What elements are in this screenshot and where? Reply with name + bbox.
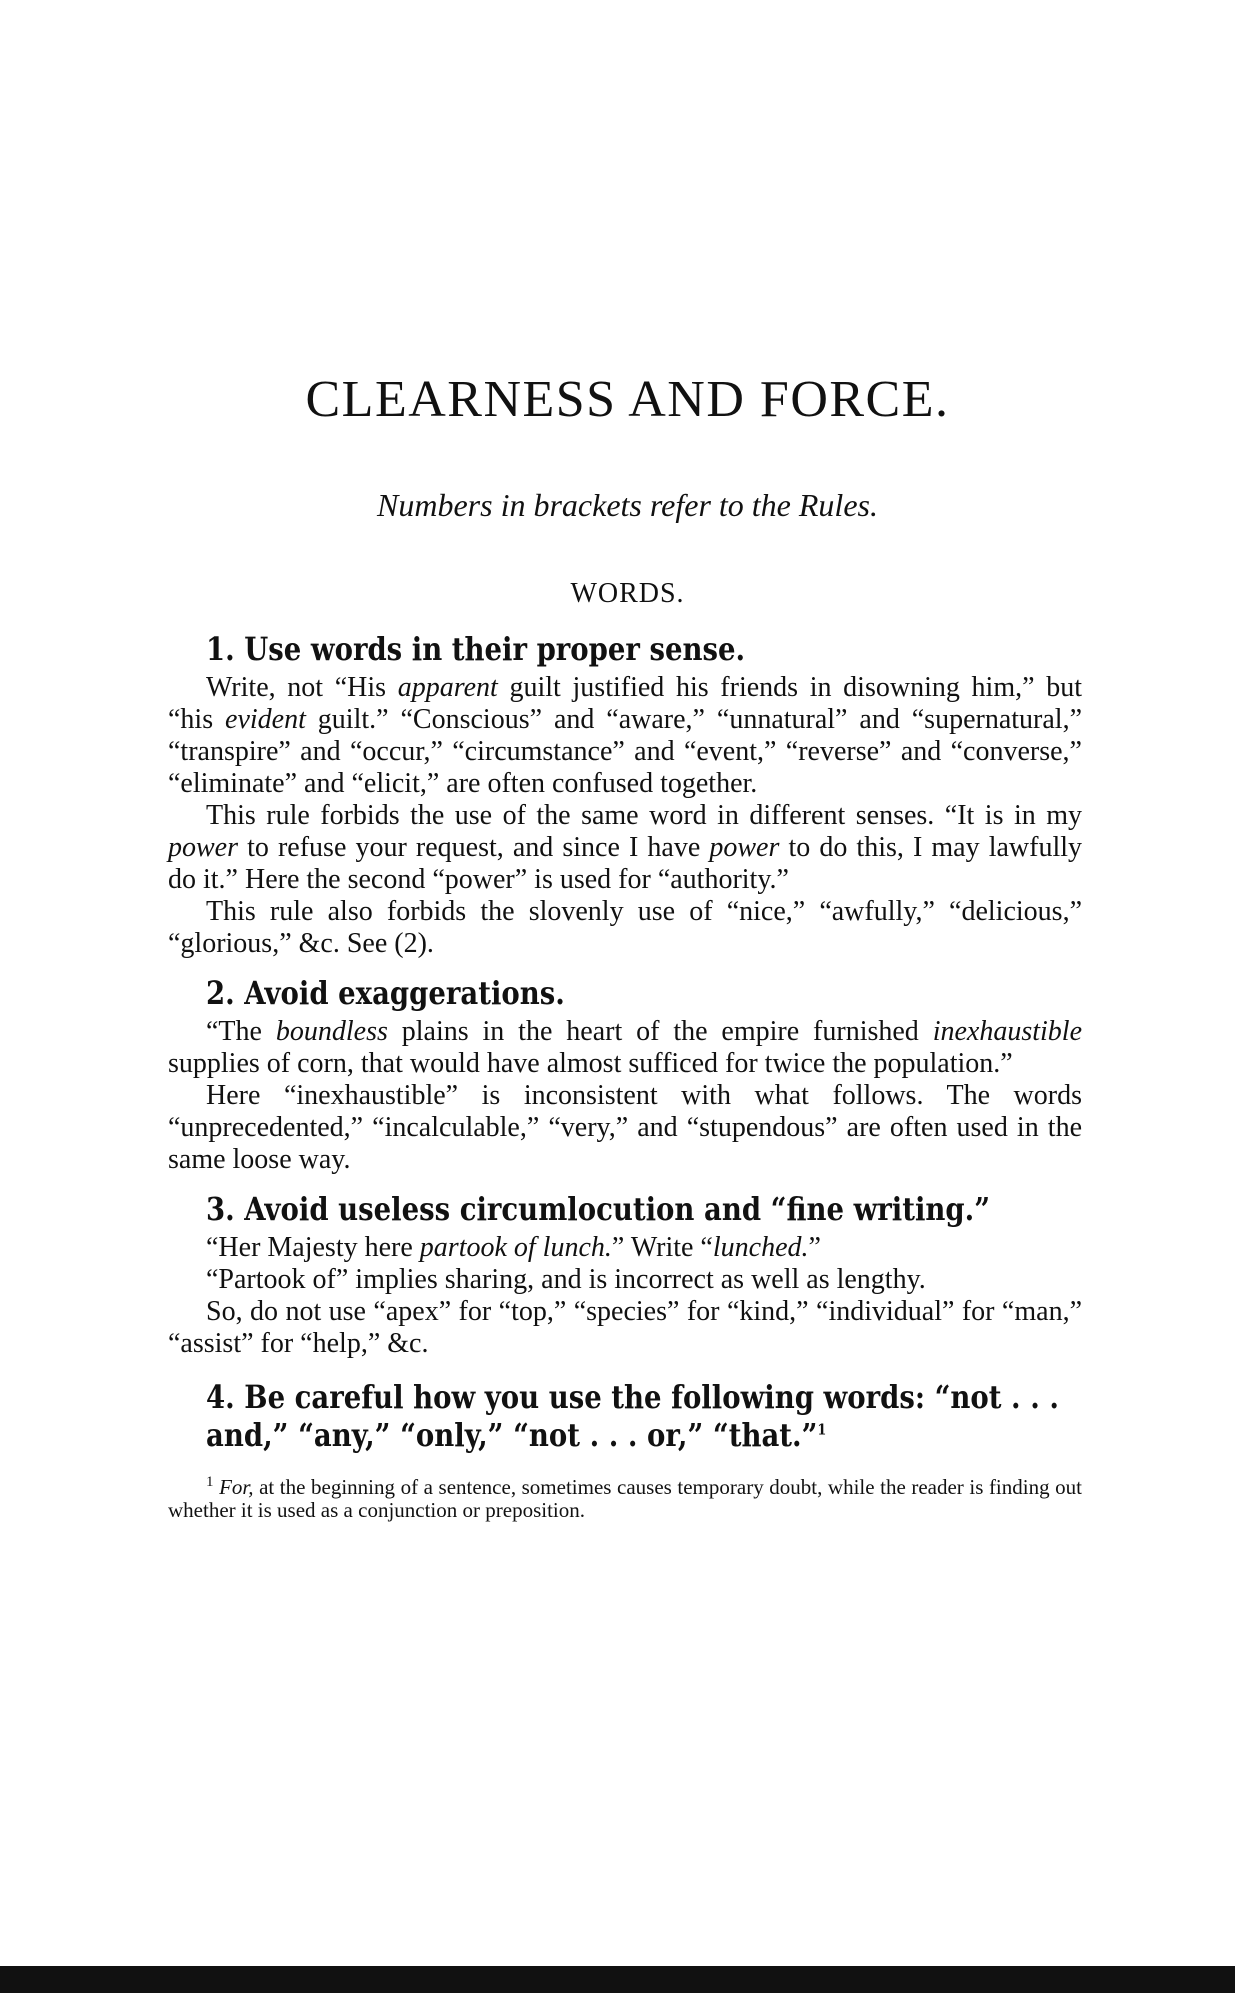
- text-run: guilt justified his friends in disowning him,” but “his: [168, 672, 1082, 735]
- rule-4: [168, 1378, 1082, 1454]
- text-run: ” Write “: [611, 1232, 713, 1263]
- italic-text: boundless: [275, 1016, 388, 1047]
- rule-heading: [206, 1378, 1092, 1454]
- page-subtitle: Numbers in brackets refer to the Rules.: [377, 487, 878, 523]
- rule-paragraph: [168, 800, 1082, 896]
- section-label: WORDS.: [570, 578, 685, 609]
- text-run: to do this, I may lawfully do it.” Here the second “power” is used for “authority.”: [168, 832, 1083, 895]
- italic-text: inexhaustible: [932, 1016, 1082, 1047]
- text-run: This rule also forbids the slovenly use of “nice,” “awfully,” “delicious,” “glorious,” &c. See (2).: [168, 896, 1082, 959]
- rule-heading: 3. Avoid useless circumlocution and “fine writing.”: [206, 1190, 991, 1228]
- footnote-reference: 1: [817, 1420, 827, 1439]
- text-run: So, do not use “apex” for “top,” “species” for “kind,” “individual” for “man,” “assist” for “help,” &c.: [168, 1296, 1082, 1359]
- italic-text: power: [168, 832, 238, 863]
- text-run: ”: [808, 1232, 821, 1263]
- text-run: plains in the heart of the empire furnished: [387, 1016, 933, 1047]
- rule-paragraph: [168, 1016, 1082, 1080]
- page-title: CLEARNESS AND FORCE.: [305, 371, 950, 428]
- footnote-mark: 1: [206, 1474, 214, 1490]
- text-run: supplies of corn, that would have almost sufficed for twice the population.”: [168, 1048, 1013, 1079]
- footnote-lead: For,: [219, 1475, 254, 1499]
- main-text: [168, 630, 1082, 1522]
- scan-edge-bar: [0, 1966, 1235, 1993]
- rule-paragraph: [168, 672, 1082, 800]
- italic-text: power: [709, 832, 780, 863]
- text-run: Here “inexhaustible” is inconsistent with what follows. The words “unprecedented,” “incalculable,” “very,” and “stupendous” are often used in the same loose way.: [168, 1080, 1082, 1175]
- text-run: to refuse your request, and since I have: [238, 832, 710, 863]
- italic-text: lunched.: [712, 1232, 809, 1263]
- italic-text: partook of lunch.: [419, 1232, 612, 1263]
- rule-heading: 1. Use words in their proper sense.: [206, 630, 746, 668]
- text-run: This rule forbids the use of the same word in different senses. “It is in my: [206, 800, 1082, 831]
- italic-text: apparent: [397, 672, 498, 703]
- text-run: “Her Majesty here: [206, 1232, 420, 1263]
- rule-paragraph: [168, 1080, 1082, 1176]
- rule-1: [168, 630, 1082, 960]
- footnote-text: at the beginning of a sentence, sometimes causes temporary doubt, while the reader is finding out whether it is used as a conjunction or preposition.: [168, 1475, 1083, 1522]
- text-run: “Partook of” implies sharing, and is incorrect as well as lengthy.: [206, 1264, 926, 1295]
- rule-paragraph: [168, 1264, 1082, 1296]
- italic-text: evident: [225, 704, 306, 735]
- text-run: Write, not “His: [206, 672, 398, 703]
- footnote: [168, 1476, 1082, 1522]
- rule-heading: 2. Avoid exaggerations.: [206, 974, 565, 1012]
- rule-paragraph: [168, 1296, 1082, 1360]
- rule-paragraph: [168, 896, 1082, 960]
- rule-3: [168, 1190, 1082, 1360]
- rule-paragraph: [168, 1232, 1082, 1264]
- rule-2: [168, 974, 1082, 1176]
- text-run: guilt.” “Conscious” and “aware,” “unnatural” and “supernatural,” “transpire” and “occur,” “circumstance” and “event,” “reverse” and “converse,” “eliminate” and “elicit,” are often confused together.: [168, 704, 1082, 799]
- text-run: “The: [206, 1016, 276, 1047]
- rule-heading-text: 4. Be careful how you use the following words: “not . . . and,” “any,” “only,” “not . . . or,” “that.”: [206, 1378, 1059, 1454]
